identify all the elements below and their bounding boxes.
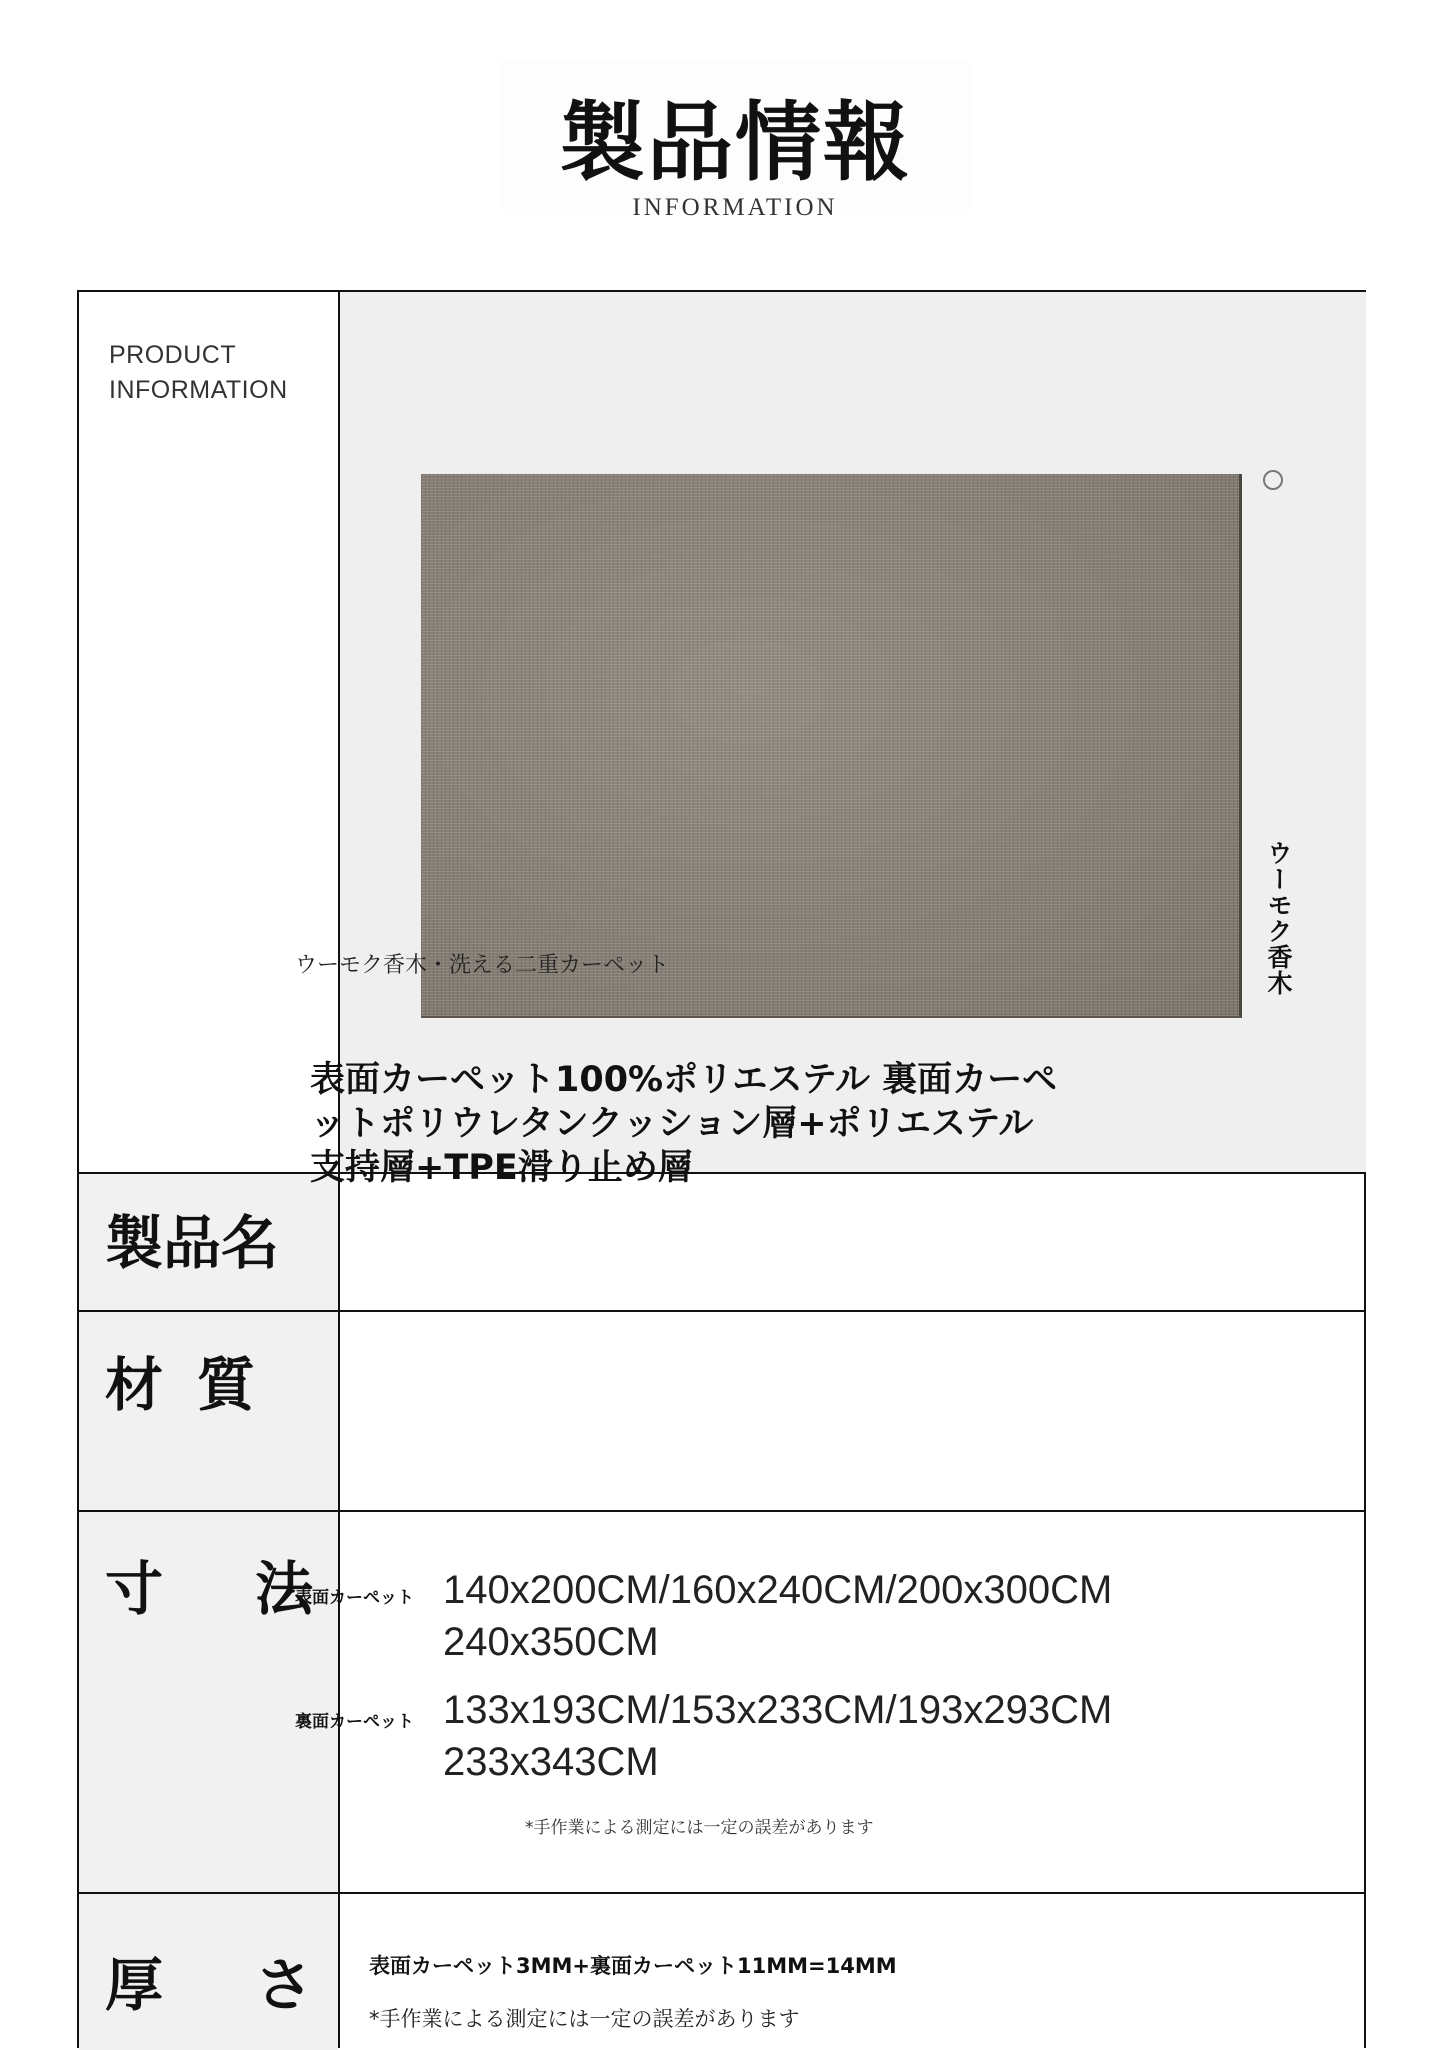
material-line: 支持層+TPE滑り止め層 [310,1148,693,1188]
material-line: ットポリウレタンクッション層+ポリエステル [310,1104,1034,1144]
product-name-value: ウーモク香木・洗える二重カーペット [295,953,670,978]
name-label: 製品名 [105,1209,280,1277]
page-title: 製品情報 [559,93,911,193]
product-information-line: INFORMATION [109,376,288,404]
thickness-value: 表面カーペット3MM+裏面カーペット11MM=14MM [369,1954,897,1978]
size-line: 140x200CM/160x240CM/200x300CM [443,1568,1113,1612]
dimensions-label-char: 寸 [105,1555,164,1623]
top-carpet-sizes [443,1564,1112,1668]
row-divider [79,1510,1364,1512]
thickness-note: *手作業による測定には一定の誤差があります [369,2007,800,2031]
thickness-label-cell [79,1894,338,2050]
rug-color-name: ウーモク香木 [1264,840,1293,996]
material-label-char: 質 [196,1351,255,1419]
material-label-char: 材 [105,1351,164,1419]
size-line: 240x350CM [443,1620,659,1664]
size-line: 133x193CM/153x233CM/193x293CM [443,1688,1113,1732]
material-line: 表面カーペット100%ポリエステル 裏面カーペ [310,1060,1058,1100]
color-swatch-icon[interactable] [1263,470,1283,490]
material-label-cell [79,1312,338,1510]
dimensions-note: *手作業による測定には一定の誤差があります [525,1818,874,1838]
bottom-carpet-sizes [443,1684,1112,1788]
row-divider [79,1310,1364,1312]
bottom-carpet-label: 裏面カーペット [295,1712,414,1732]
product-information-label [109,338,288,408]
thickness-label [105,1951,313,2019]
thickness-label-char: さ [254,1951,313,2019]
rug-image [421,474,1242,1018]
product-info-label-cell [79,292,338,1172]
title-block [500,60,970,221]
dimensions-label-char: 法 [254,1555,313,1623]
name-label-cell [79,1174,338,1310]
material-label [105,1351,255,1419]
top-carpet-label: 表面カーペット [295,1588,414,1608]
product-image-panel [340,292,1366,1172]
row-divider [79,1892,1364,1894]
material-value [310,1058,1190,1190]
dimensions-label-cell [79,1512,338,1892]
thickness-label-char: 厚 [105,1951,164,2019]
page-subtitle: INFORMATION [632,194,838,221]
dimensions-label [105,1555,313,1623]
product-information-line: PRODUCT [109,341,237,369]
size-line: 233x343CM [443,1740,659,1784]
